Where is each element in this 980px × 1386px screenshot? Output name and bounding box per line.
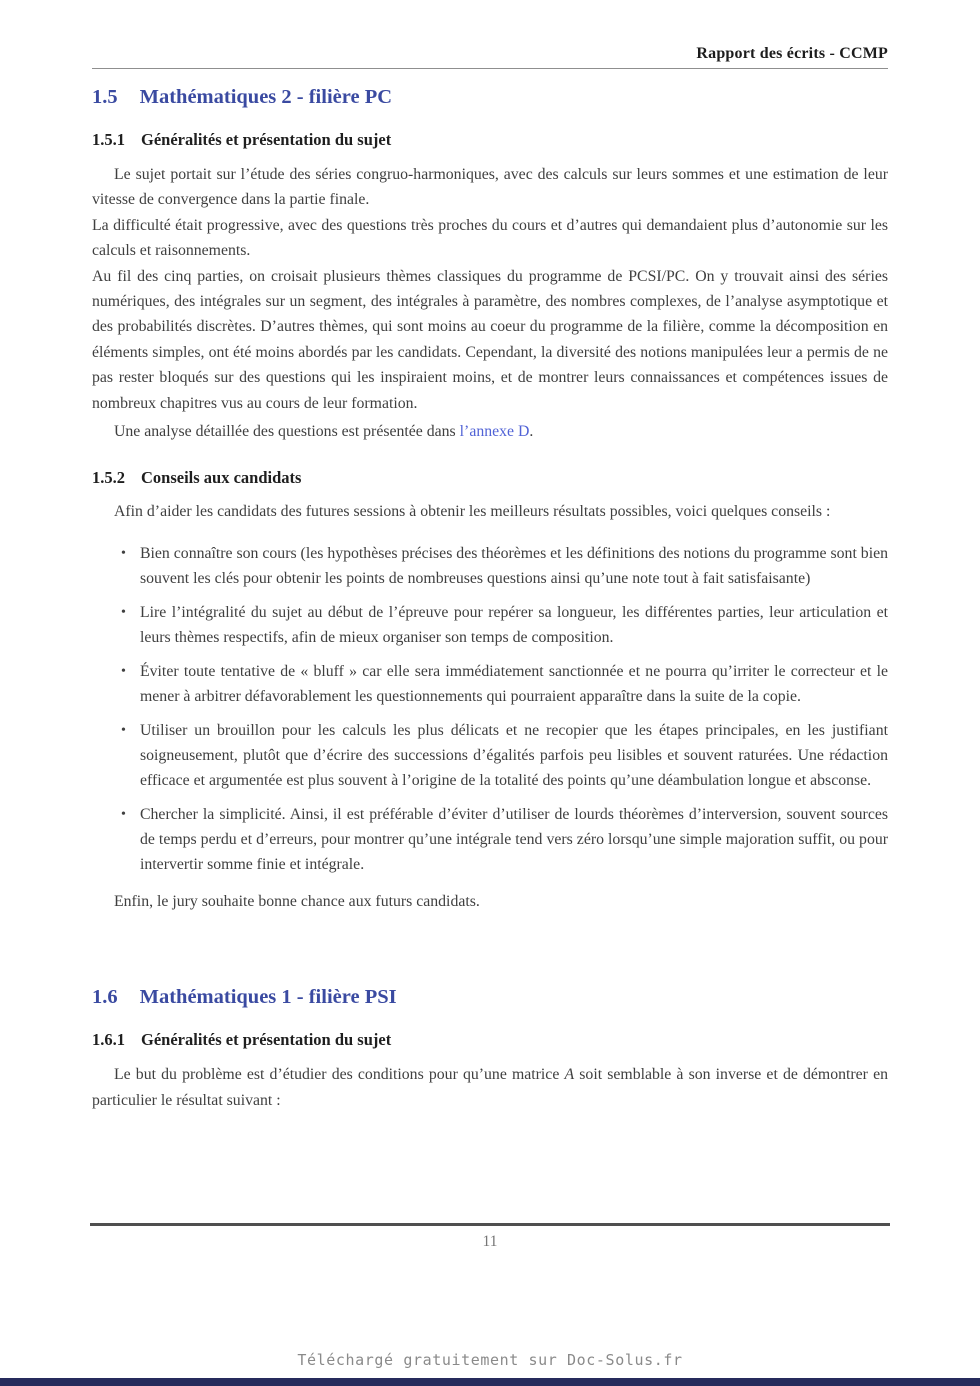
section-gap	[92, 914, 888, 969]
list-item: • Bien connaître son cours (les hypothèses précises des théorèmes et les définitions des notions du programme sont bien souvent les clés pour obtenir les points de nombreuses questions ainsi qu’une note tout à fait satisfaisante)	[140, 541, 888, 591]
matrix-text-after: soit semblable à son inverse et de démontrer en particulier le résultat suivant :	[92, 1066, 888, 1109]
annexe-paragraph	[92, 419, 888, 444]
math-variable-A: A	[564, 1066, 575, 1084]
annexe-text-before: Une analyse détaillée des questions est présentée dans	[114, 423, 460, 441]
annexe-text-after: .	[529, 423, 534, 441]
list-item: • Lire l’intégralité du sujet au début de l’épreuve pour repérer sa longueur, les différentes parties, leur articulation et leurs thèmes respectifs, afin de mieux organiser son temps de composition.	[140, 600, 888, 650]
footer-rule	[90, 1223, 890, 1226]
doc-solus-watermark: Téléchargé gratuitement sur Doc-Solus.fr	[297, 1351, 683, 1369]
annexe-d-link[interactable]: l’annexe D	[459, 423, 530, 441]
subsection-number: 1.6.1	[92, 1030, 125, 1050]
page-header-title: Rapport des écrits - CCMP	[696, 45, 888, 62]
section-number: 1.5	[92, 86, 118, 108]
section-1-6-1-heading	[92, 1030, 888, 1049]
list-item: • Éviter toute tentative de « bluff » car elle sera immédiatement sanctionnée et ne pourra qu’irriter le correcteur et le mener à arbitrer défavorablement les questionnements qui pourraient apparaître dans la suite de la copie.	[140, 659, 888, 709]
matrix-text-before: Le but du problème est d’étudier des conditions pour qu’une matrice	[114, 1066, 565, 1084]
section-1-5-2-heading	[92, 468, 888, 487]
paragraph: Au fil des cinq parties, on croisait plusieurs thèmes classiques du programme de PCSI/PC. On y trouvait ainsi des séries numériques, des intégrales sur un segment, des intégrales à paramètre, des nombres complexes, de l’analyse asymptotique et des probabilités discrètes. D’autres thèmes, qui sont moins au coeur du programme de la filière, comme la décomposition en éléments simples, ont été moins abordés par les candidats. Cependant, la diversité des notions manipulées leur a permis de ne pas rester bloqués sur des questions qui les inspiraient moins, et de montrer leurs connaissances et compétences issues de nombreux chapitres vus au cours de leur formation.	[92, 267, 888, 412]
paragraph: Le sujet portait sur l’étude des séries congruo-harmoniques, avec des calculs sur leurs sommes et une estimation de leur vitesse de convergence dans la partie finale.	[92, 166, 888, 209]
list-item: • Chercher la simplicité. Ainsi, il est préférable d’éviter d’utiliser de lourds théorèmes d’interversion, souvent sources de temps perdu et d’erreurs, pour montrer qu’une intégrale tend vers zéro lorsqu’une simple majoration suffit, ou pour intervertir somme finie et intégrale.	[140, 802, 888, 877]
doc-solus-bottom-bar	[0, 1378, 980, 1386]
section-title: Mathématiques 1 - filière PSI	[139, 986, 397, 1009]
section-1-6-heading	[92, 986, 888, 1009]
section-1-5-heading	[92, 86, 888, 109]
subsection-number: 1.5.1	[92, 130, 125, 149]
section-title: Mathématiques 2 - filière PC	[139, 86, 393, 108]
page-number: 11	[482, 1233, 498, 1250]
page-header	[92, 0, 888, 69]
closing-paragraph: Enfin, le jury souhaite bonne chance aux futurs candidats.	[114, 892, 480, 910]
section-number: 1.6	[92, 986, 118, 1009]
paragraph: Afin d’aider les candidats des futures sessions à obtenir les meilleurs résultats possibles, voici quelques conseils :	[114, 503, 831, 521]
paragraph: La difficulté était progressive, avec des questions très proches du cours et d’autres qui demandaient plus d’autonomie sur les calculs et raisonnements.	[92, 216, 888, 260]
section-1-5-1-heading	[92, 130, 888, 149]
list-item: • Utiliser un brouillon pour les calculs les plus délicats et ne recopier que les étapes principales, en les justifiant soigneusement, plutôt que d’écrire des successions d’égalités parfois peu lisibles et souvent raturées. Une rédaction efficace et argumentée est plus souvent à l’origine de la totalité des points qu’une déambulation longue et absconse.	[140, 718, 888, 793]
subsection-title: Généralités et présentation du sujet	[141, 130, 392, 149]
subsection-title: Conseils aux candidats	[141, 468, 302, 488]
matrix-paragraph	[92, 1062, 888, 1113]
advice-list	[92, 541, 888, 877]
subsection-number: 1.5.2	[92, 468, 125, 488]
subsection-title: Généralités et présentation du sujet	[141, 1030, 392, 1050]
